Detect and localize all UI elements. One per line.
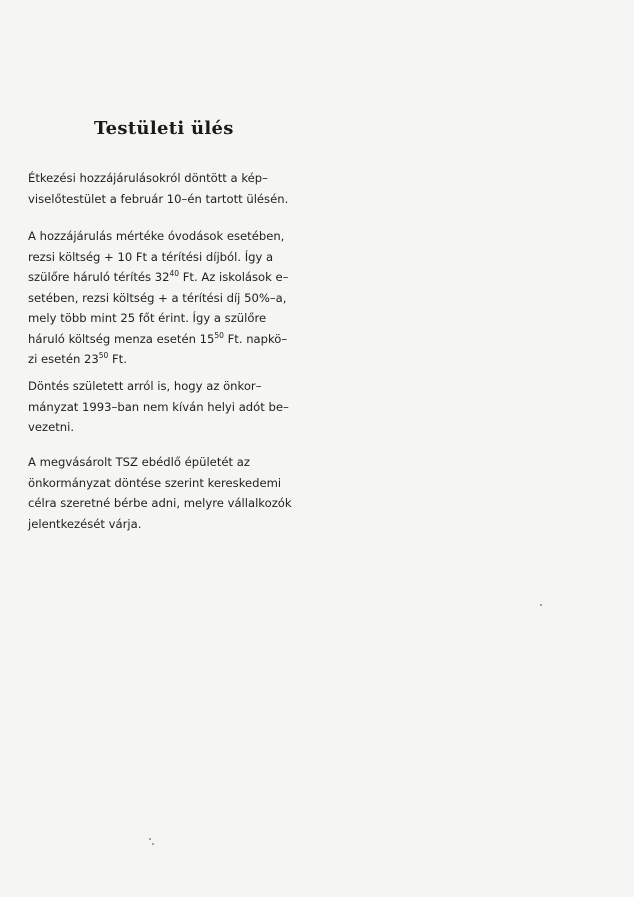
scan-speck <box>152 843 154 845</box>
text-line: rezsi költség + 10 Ft a térítési díjból. Így a <box>28 249 274 264</box>
text-line: mely több mint 25 főt érint. Így a szülőre <box>28 311 267 325</box>
text-line: háruló költség menza esetén $15^{50}$ Ft. napkö– <box>28 330 288 346</box>
text-line: setében, rezsi költség + a térítési díj 50%–a, <box>28 290 287 305</box>
paragraph-hozzajarulas <box>28 226 288 370</box>
text-line: vezetni. <box>28 420 75 434</box>
text-line: célra szeretné bérbe adni, melyre vállalkozók <box>28 496 292 510</box>
text-line: zi esetén $23^{50}$ Ft. <box>28 351 127 366</box>
article-title-testuleti-ules: Testületi ülés <box>94 118 234 139</box>
scan-speck <box>149 838 151 840</box>
text-line: Étkezési hozzájárulásokról döntött a kép– <box>28 171 268 185</box>
paragraph-tsz-ebedlo <box>28 452 292 534</box>
paragraph-dontes <box>28 376 289 438</box>
scan-speck <box>540 604 542 606</box>
text-line: Döntés született arról is, hogy az önkor– <box>28 379 262 393</box>
text-line: szülőre háruló térítés $32^{40}$ Ft. Az iskolások e– <box>28 269 289 284</box>
paragraph-etkezesi <box>28 168 288 209</box>
text-line: A megvásárolt TSZ ebédlő épületét az <box>28 455 250 469</box>
text-line: önkormányzat döntése szerint kereskedemi <box>28 475 282 490</box>
text-line: jelentkezését várja. <box>28 516 142 531</box>
text-line: A hozzájárulás mértéke óvodások esetében, <box>28 229 285 243</box>
text-line: viselőtestület a február 10–én tartott ülésén. <box>28 191 289 206</box>
text-line: mányzat 1993–ban nem kíván helyi adót be– <box>28 399 289 414</box>
